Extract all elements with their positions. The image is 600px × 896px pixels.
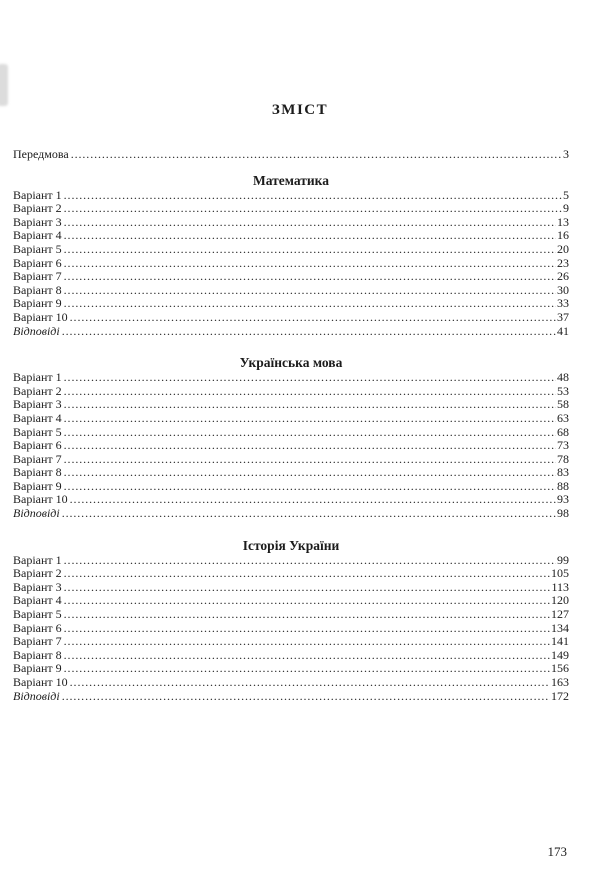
dot-leader <box>64 371 556 385</box>
toc-entry-page: 9 <box>563 201 569 216</box>
toc-entry <box>13 662 569 676</box>
toc-entry-label: Відповіді <box>13 506 60 521</box>
toc-entry <box>13 297 569 311</box>
dot-leader <box>64 466 556 480</box>
dot-leader <box>64 649 550 663</box>
toc-entry-page: 78 <box>557 451 569 466</box>
dot-leader <box>64 480 556 494</box>
dot-leader <box>62 507 556 521</box>
toc-entry <box>13 412 569 426</box>
dot-leader <box>64 385 556 399</box>
toc-entry-preface <box>13 148 569 162</box>
toc-entry-label: Варіант 4 <box>13 410 62 425</box>
toc-entry-page: 13 <box>557 214 569 229</box>
dot-leader <box>64 284 556 298</box>
toc-entry <box>13 594 569 608</box>
dot-leader <box>64 398 556 412</box>
toc-entry <box>13 554 569 568</box>
toc-entry-label: Варіант 8 <box>13 465 62 480</box>
toc-entry-page: 134 <box>551 620 569 635</box>
toc-entry <box>13 608 569 622</box>
toc-entry <box>13 270 569 284</box>
toc-entry-label: Відповіді <box>13 323 60 338</box>
dot-leader <box>64 439 556 453</box>
toc-entry <box>13 581 569 595</box>
toc-entry-page: 3 <box>563 147 569 161</box>
toc-section <box>0 173 600 339</box>
toc-entry-label: Варіант 10 <box>13 675 68 689</box>
toc-entry-page: 98 <box>557 506 569 521</box>
dot-leader <box>64 554 556 568</box>
toc-entry-label: Варіант 10 <box>13 309 68 324</box>
footer-page-number: 173 <box>547 844 567 859</box>
toc-entry-label: Варіант 7 <box>13 634 62 649</box>
toc-entry-page: 26 <box>557 269 569 284</box>
toc-entry-label: Варіант 9 <box>13 478 62 493</box>
toc-entry-label: Варіант 8 <box>13 282 62 297</box>
toc-entry <box>13 284 569 298</box>
section-heading: Математика <box>252 172 329 188</box>
toc-entry <box>13 385 569 399</box>
toc-entry-page: 58 <box>557 397 569 412</box>
toc-entry-label: Варіант 8 <box>13 647 62 662</box>
dot-leader <box>64 257 556 271</box>
toc-entry-label: Варіант 10 <box>13 492 68 507</box>
toc-section <box>0 538 600 704</box>
toc-entry-label: Варіант 5 <box>13 607 62 622</box>
dot-leader <box>64 412 556 426</box>
section-heading: Українська мова <box>239 355 343 371</box>
toc-entry <box>13 202 569 216</box>
dot-leader <box>64 243 556 257</box>
dot-leader <box>71 148 562 162</box>
scan-smudge-artifact <box>0 64 8 106</box>
toc-entry-label: Варіант 3 <box>13 397 62 412</box>
toc-entry-page: 73 <box>557 438 569 453</box>
toc-entry-label: Передмова <box>13 147 69 161</box>
toc-entry <box>13 466 569 480</box>
toc-entry <box>13 480 569 494</box>
toc-entry <box>13 507 569 521</box>
toc-entry-label: Варіант 2 <box>13 383 62 398</box>
toc-entry <box>13 426 569 440</box>
toc-entry-label: Варіант 5 <box>13 241 62 256</box>
toc-entry <box>13 622 569 636</box>
dot-leader <box>64 567 550 581</box>
toc-entry-page: 5 <box>563 187 569 202</box>
toc-sections <box>0 173 600 704</box>
toc-entry <box>13 189 569 203</box>
dot-leader <box>64 426 556 440</box>
toc-entry <box>13 690 569 704</box>
toc-entry-page: 83 <box>557 465 569 480</box>
toc-entry-page: 141 <box>551 634 569 649</box>
toc-entry-label: Варіант 1 <box>13 552 62 567</box>
toc-entry-label: Варіант 2 <box>13 566 62 581</box>
toc-entry-page: 41 <box>557 323 569 338</box>
toc-entry <box>13 216 569 230</box>
toc-entry <box>13 567 569 581</box>
dot-leader <box>64 662 550 676</box>
dot-leader <box>70 311 556 325</box>
toc-entry-page: 33 <box>557 296 569 311</box>
toc-entry-page: 68 <box>557 424 569 439</box>
toc-entry-label: Варіант 6 <box>13 255 62 270</box>
dot-leader <box>64 622 550 636</box>
toc-entry-page: 88 <box>557 478 569 493</box>
dot-leader <box>70 493 556 507</box>
dot-leader <box>64 608 550 622</box>
toc-entry <box>13 676 569 690</box>
toc-entry-page: 48 <box>557 370 569 385</box>
dot-leader <box>64 581 551 595</box>
dot-leader <box>64 635 550 649</box>
toc-entry-page: 16 <box>557 228 569 243</box>
section-heading: Історія України <box>242 537 340 553</box>
toc-entry-page: 99 <box>557 552 569 567</box>
toc-entry-label: Варіант 9 <box>13 296 62 311</box>
toc-entry-page: 93 <box>557 492 569 507</box>
toc-entry-label: Варіант 9 <box>13 661 62 676</box>
toc-entry-label: Відповіді <box>13 688 60 703</box>
toc-entry <box>13 453 569 467</box>
toc-section <box>0 355 600 521</box>
toc-entry-label: Варіант 5 <box>13 424 62 439</box>
section-entries <box>0 371 600 521</box>
dot-leader <box>64 594 550 608</box>
toc-entry-page: 156 <box>551 661 569 676</box>
toc-entry-page: 149 <box>551 647 569 662</box>
toc-entry <box>13 257 569 271</box>
toc-entry <box>13 229 569 243</box>
toc-entry-label: Варіант 4 <box>13 228 62 243</box>
toc-entry <box>13 649 569 663</box>
toc-entry-label: Варіант 7 <box>13 451 62 466</box>
toc-entry <box>13 398 569 412</box>
toc-entry-page: 163 <box>551 675 569 689</box>
toc-entry <box>13 371 569 385</box>
toc-entry-page: 63 <box>557 410 569 425</box>
toc-entry-label: Варіант 7 <box>13 269 62 284</box>
dot-leader <box>64 216 556 230</box>
section-entries <box>0 189 600 339</box>
toc-entry-label: Варіант 2 <box>13 201 62 216</box>
dot-leader <box>70 676 550 690</box>
dot-leader <box>64 297 556 311</box>
toc-entry <box>13 439 569 453</box>
toc-entry-page: 172 <box>551 688 569 703</box>
toc-entry-label: Варіант 1 <box>13 187 62 202</box>
dot-leader <box>64 189 562 203</box>
toc-entry-label: Варіант 6 <box>13 438 62 453</box>
dot-leader <box>62 690 550 704</box>
toc-entry <box>13 311 569 325</box>
toc-entry-label: Варіант 3 <box>13 579 62 594</box>
dot-leader <box>64 453 556 467</box>
toc-entry-label: Варіант 4 <box>13 593 62 608</box>
toc-entry-page: 120 <box>551 593 569 608</box>
dot-leader <box>62 325 556 339</box>
toc-entry-label: Варіант 6 <box>13 620 62 635</box>
dot-leader <box>64 202 562 216</box>
toc-entry <box>13 243 569 257</box>
toc-entry-page: 127 <box>551 607 569 622</box>
toc-entry <box>13 493 569 507</box>
toc-entry-page: 105 <box>551 566 569 581</box>
toc-entry-page: 37 <box>557 309 569 324</box>
toc-entry-page: 23 <box>557 255 569 270</box>
toc-entry <box>13 325 569 339</box>
toc-entry-label: Варіант 3 <box>13 214 62 229</box>
dot-leader <box>64 270 556 284</box>
toc-entry <box>13 635 569 649</box>
toc-entry-page: 20 <box>557 241 569 256</box>
toc-entry-page: 53 <box>557 383 569 398</box>
toc-entry-page: 113 <box>551 579 569 594</box>
section-entries <box>0 554 600 704</box>
toc-entry-label: Варіант 1 <box>13 370 62 385</box>
toc-entry-page: 30 <box>557 282 569 297</box>
dot-leader <box>64 229 556 243</box>
page-title: ЗМІСТ <box>271 102 329 118</box>
